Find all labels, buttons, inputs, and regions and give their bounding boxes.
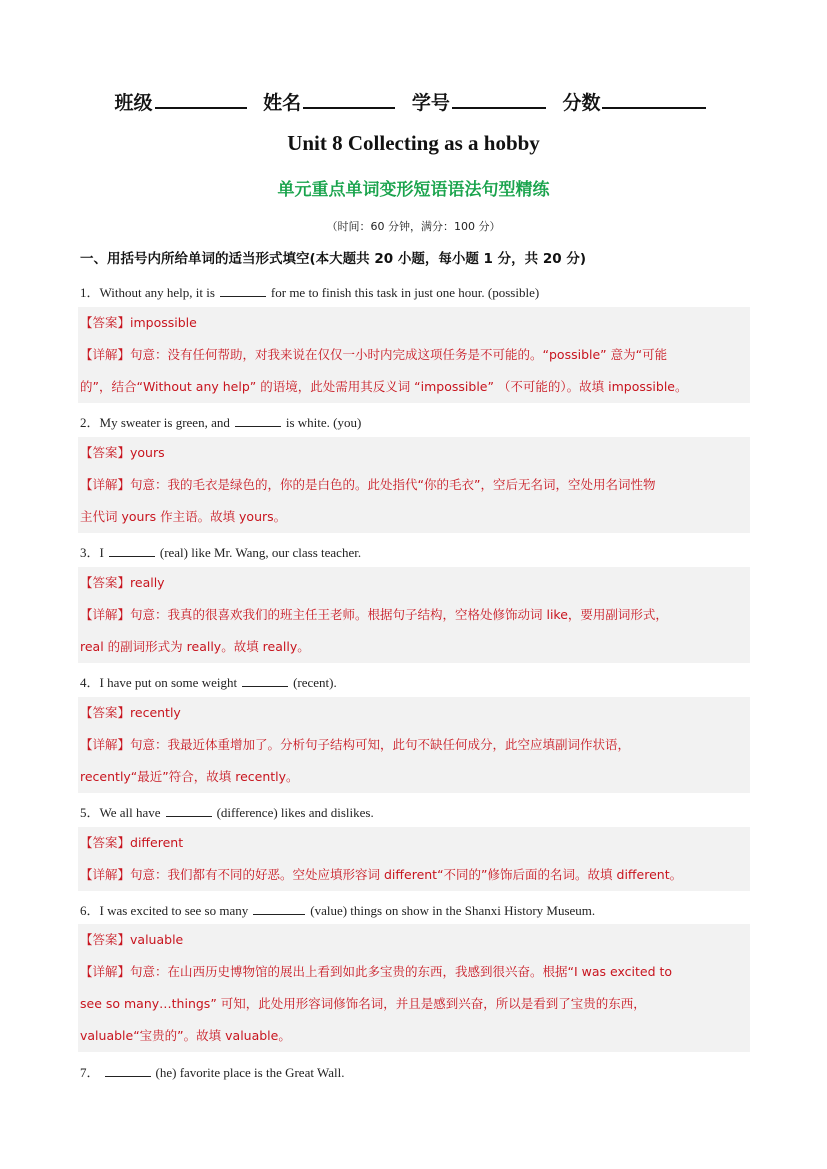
- answer-row: [78, 697, 750, 729]
- question-number: 7．: [80, 1065, 100, 1080]
- question-number: 4．: [80, 675, 100, 690]
- answer-row: [78, 827, 750, 859]
- answer-row: [78, 307, 750, 339]
- answer-blank[interactable]: [109, 544, 155, 557]
- answer-tag: 【答案】: [80, 835, 131, 850]
- class-blank[interactable]: [155, 89, 247, 109]
- answer-block-1: [78, 307, 750, 403]
- explain-text: recently“最近”符合，故填 recently。: [80, 769, 299, 784]
- answer-block-2: [78, 437, 750, 533]
- question-number: 3．: [80, 545, 100, 560]
- class-label: 班级: [114, 92, 153, 114]
- name-blank[interactable]: [303, 89, 395, 109]
- question-text-before: We all have: [99, 805, 161, 820]
- explain-tag: 【详解】: [80, 964, 131, 979]
- answer-block-4: [78, 697, 750, 793]
- section-heading: 一、用括号内所给单词的适当形式填空(本大题共 20 小题，每小题 1 分，共 20 分): [80, 251, 587, 267]
- question-4: [80, 672, 750, 691]
- explain-text: 主代词 yours 作主语。故填 yours。: [80, 509, 287, 524]
- explain-row: [78, 339, 750, 371]
- explain-tag: 【详解】: [80, 607, 131, 622]
- answer-text: really: [130, 575, 165, 590]
- answer-text: yours: [130, 445, 165, 460]
- answer-blank[interactable]: [220, 284, 266, 297]
- time-score-note: （时间：60 分钟，满分：100 分）: [326, 220, 501, 233]
- explain-text: 句意：没有任何帮助，对我来说在仅仅一小时内完成这项任务是不可能的。“possible” 意为“可能: [130, 347, 668, 362]
- answer-text: different: [130, 835, 184, 850]
- answer-block-3: [78, 567, 750, 663]
- question-text-after: (he) favorite place is the Great Wall.: [155, 1065, 345, 1080]
- explain-text: valuable“宝贵的”。故填 valuable。: [80, 1028, 291, 1043]
- answer-tag: 【答案】: [80, 575, 131, 590]
- question-number: 6．: [80, 903, 100, 918]
- answer-row: [78, 567, 750, 599]
- question-text-before: I have put on some weight: [99, 675, 238, 690]
- question-text-after: (real) like Mr. Wang, our class teacher.: [159, 545, 362, 560]
- unit-title: Unit 8 Collecting as a hobby: [287, 131, 540, 155]
- question-text-before: I: [99, 545, 104, 560]
- explain-row: [78, 599, 750, 631]
- explain-text: see so many…things” 可知，此处用形容词修饰名词，并且是感到兴奋，所以是看到了宝贵的东西，: [80, 996, 646, 1011]
- answer-block-6: [78, 924, 750, 1052]
- answer-tag: 【答案】: [80, 705, 131, 720]
- question-number: 5．: [80, 805, 100, 820]
- question-5: [80, 802, 750, 821]
- answer-text: valuable: [130, 932, 184, 947]
- question-text-after: (recent).: [293, 675, 337, 690]
- question-text-after: for me to finish this task in just one hour. (possible): [270, 285, 540, 300]
- question-1: [80, 282, 750, 301]
- question-number: 1．: [80, 285, 100, 300]
- explain-text: 句意：我的毛衣是绿色的，你的是白色的。此处指代“你的毛衣”，空后无名词，空处用名词性物: [130, 477, 656, 492]
- explain-row: [78, 859, 750, 891]
- explain-row: [78, 729, 750, 761]
- question-text-before: My sweater is green, and: [99, 415, 230, 430]
- answer-blank[interactable]: [242, 674, 288, 687]
- answer-text: recently: [130, 705, 181, 720]
- question-text-after: (value) things on show in the Shanxi History Museum.: [310, 903, 596, 918]
- explain-row: [78, 631, 750, 663]
- explain-row: [78, 761, 750, 793]
- question-text-before: Without any help, it is: [99, 285, 215, 300]
- explain-row: [78, 1020, 750, 1052]
- question-text-before: I was excited to see so many: [99, 903, 249, 918]
- explain-text: 句意：在山西历史博物馆的展出上看到如此多宝贵的东西，我感到很兴奋。根据“I was excited to: [130, 964, 673, 979]
- explain-row: [78, 956, 750, 988]
- answer-row: [78, 924, 750, 956]
- explain-tag: 【详解】: [80, 477, 131, 492]
- question-2: [80, 412, 750, 431]
- student-info-line: [0, 88, 827, 115]
- explain-row: [78, 371, 750, 403]
- explain-row: [78, 469, 750, 501]
- answer-block-5: [78, 827, 750, 891]
- explain-text: 的”，结合“Without any help” 的语境，此处需用其反义词 “impossible” （不可能的）。故填 impossible。: [80, 379, 688, 394]
- answer-blank[interactable]: [105, 1064, 151, 1077]
- answer-blank[interactable]: [253, 902, 305, 915]
- question-6: [80, 900, 750, 919]
- explain-text: 句意：我真的很喜欢我们的班主任王老师。根据句子结构，空格处修饰动词 like，要用副词形式，: [130, 607, 668, 622]
- score-label: 分数: [562, 92, 601, 114]
- student-number-label: 学号: [411, 92, 450, 114]
- answer-tag: 【答案】: [80, 445, 131, 460]
- worksheet-subtitle: 单元重点单词变形短语语法句型精练: [277, 180, 550, 200]
- question-7: [80, 1062, 750, 1081]
- question-text-after: is white. (you): [285, 415, 362, 430]
- answer-tag: 【答案】: [80, 315, 131, 330]
- explain-text: 句意：我最近体重增加了。分析句子结构可知，此句不缺任何成分，此空应填副词作状语，: [130, 737, 631, 752]
- answer-tag: 【答案】: [80, 932, 131, 947]
- explain-row: [78, 501, 750, 533]
- score-blank[interactable]: [602, 89, 706, 109]
- answer-text: impossible: [130, 315, 197, 330]
- question-number: 2．: [80, 415, 100, 430]
- name-label: 姓名: [263, 92, 302, 114]
- explain-text: real 的副词形式为 really。故填 really。: [80, 639, 310, 654]
- explain-text: 句意：我们都有不同的好恶。空处应填形容词 different“不同的”修饰后面的名词。故填 different。: [130, 867, 683, 882]
- answer-row: [78, 437, 750, 469]
- answer-blank[interactable]: [166, 804, 212, 817]
- explain-tag: 【详解】: [80, 867, 131, 882]
- explain-row: [78, 988, 750, 1020]
- answer-blank[interactable]: [235, 414, 281, 427]
- question-text-after: (difference) likes and dislikes.: [216, 805, 374, 820]
- student-number-blank[interactable]: [452, 89, 546, 109]
- explain-tag: 【详解】: [80, 737, 131, 752]
- explain-tag: 【详解】: [80, 347, 131, 362]
- question-3: [80, 542, 750, 561]
